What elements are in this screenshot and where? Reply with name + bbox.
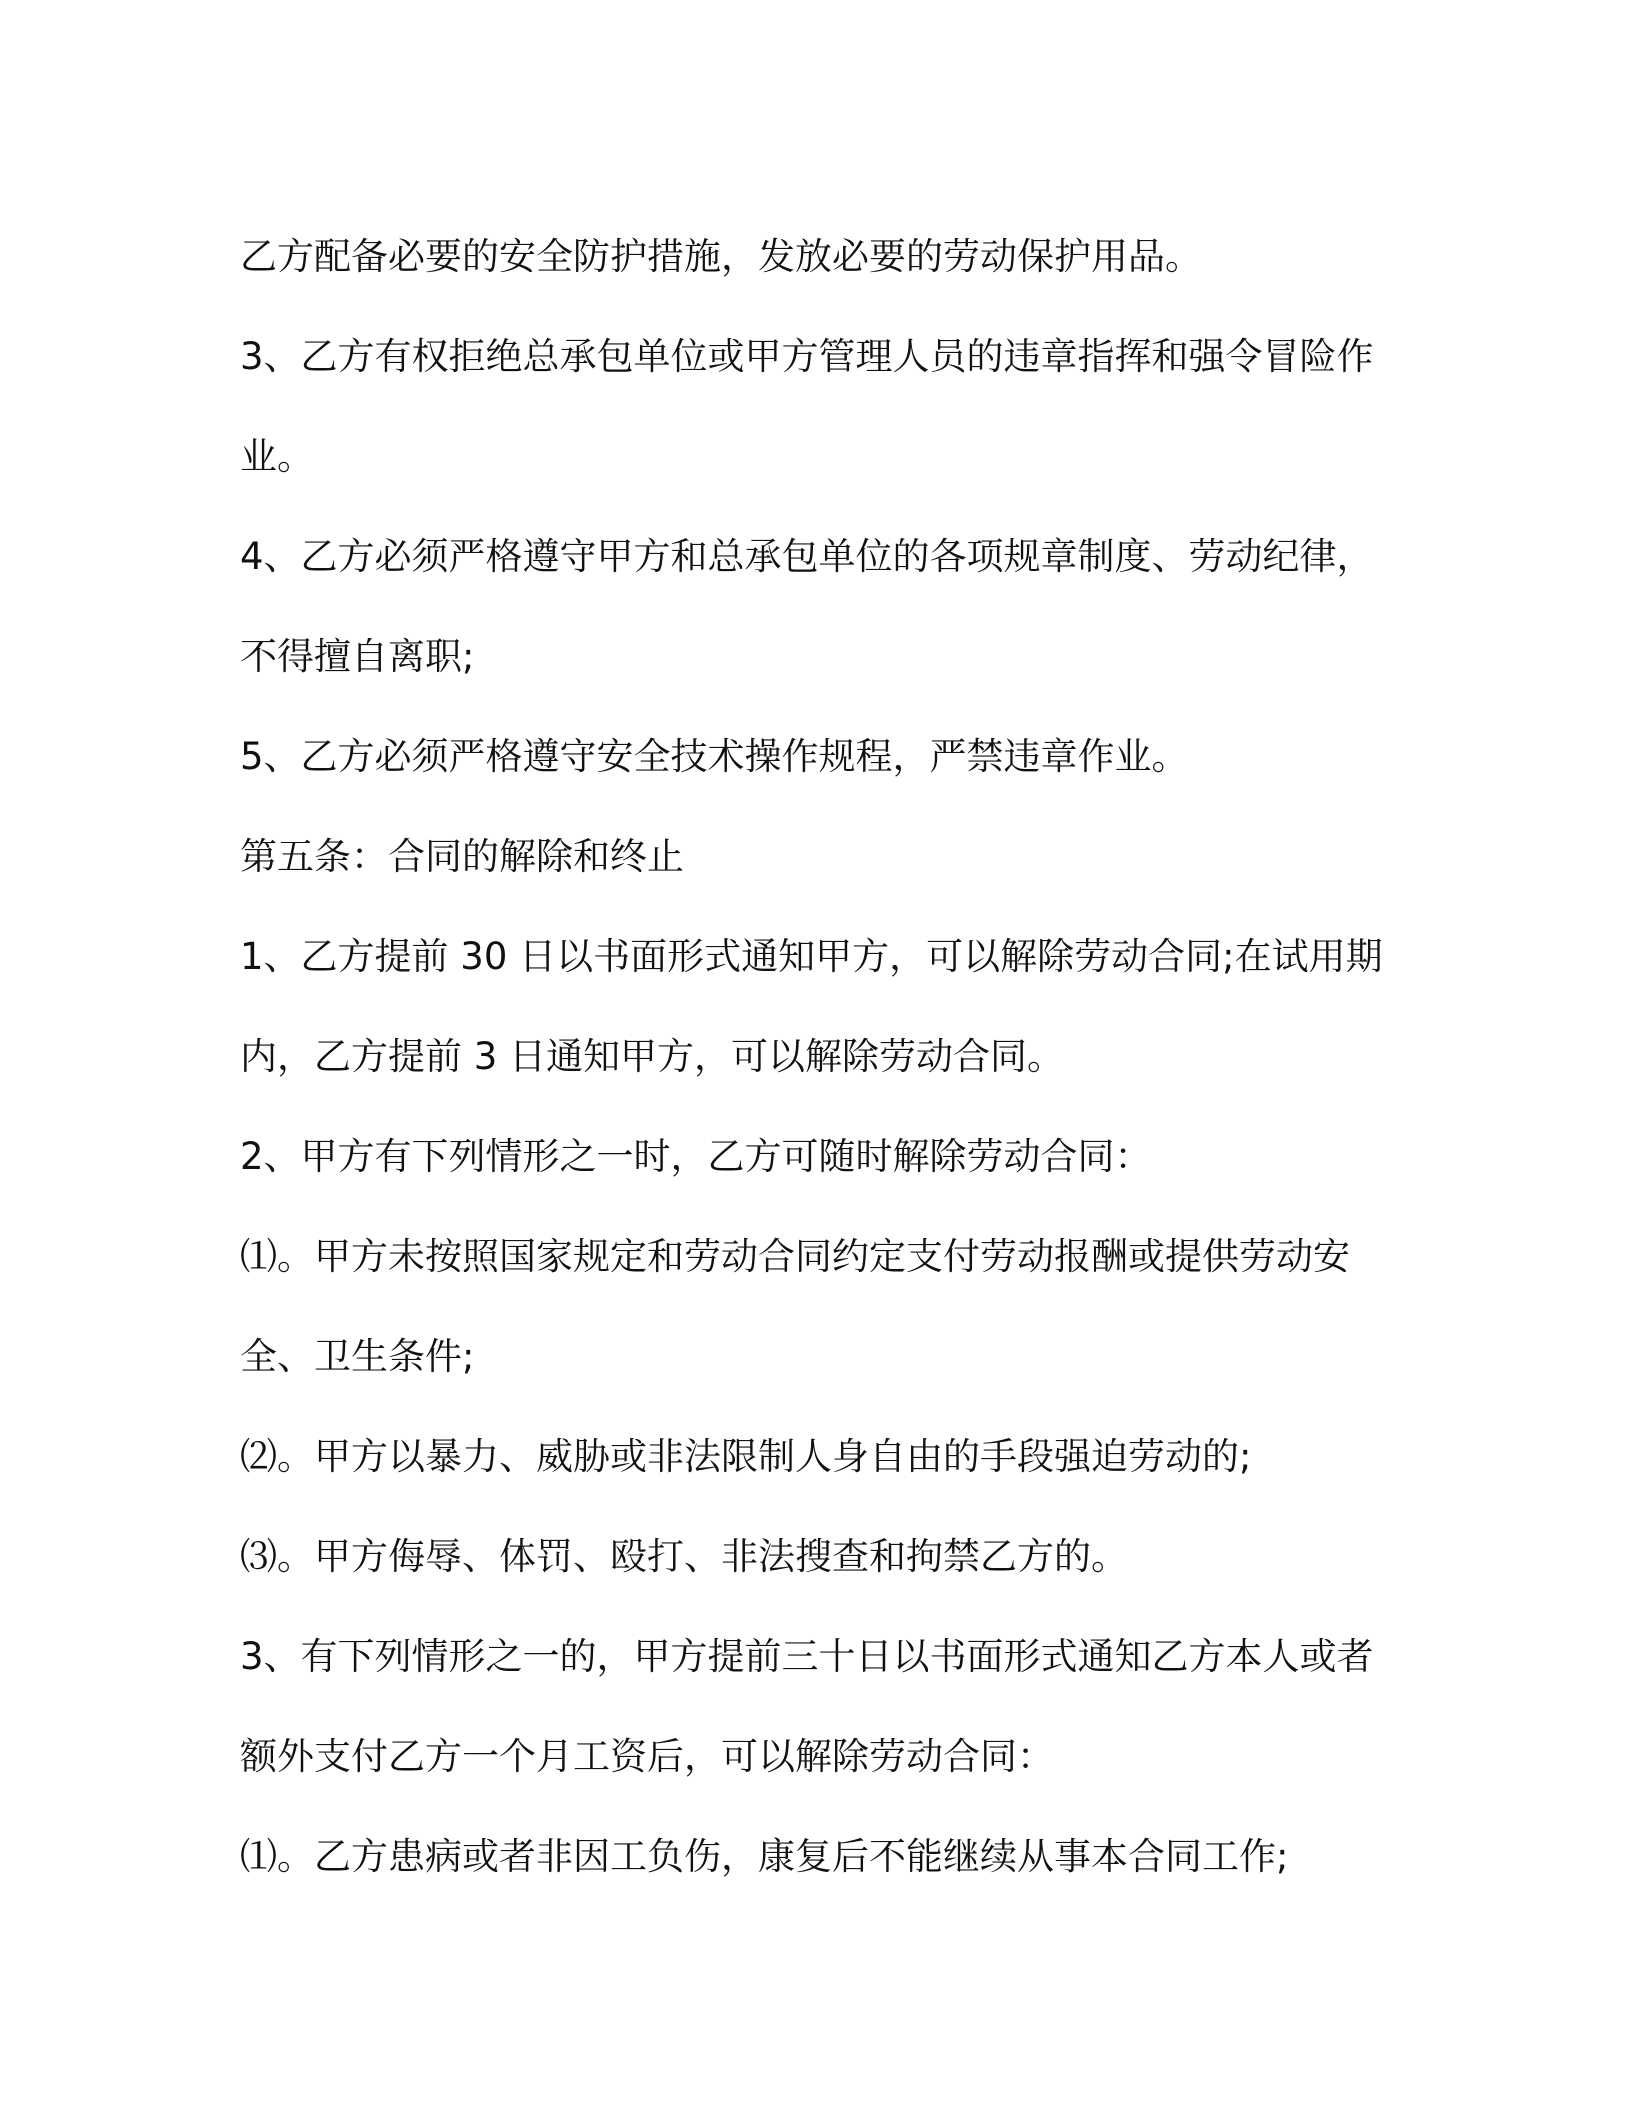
text-line-2: 3、乙方有权拒绝总承包单位或甲方管理人员的违章指挥和强令冒险作 [240,335,1374,378]
text-line-5: 不得擅自离职; [240,635,475,678]
text-line-6: 5、乙方必须严格遵守安全技术操作规程，严禁违章作业。 [240,735,1189,778]
text-line-15: 3、有下列情形之一的，甲方提前三十日以书面形式通知乙方本人或者 [240,1635,1374,1678]
text-line-4: 4、乙方必须严格遵守甲方和总承包单位的各项规章制度、劳动纪律， [240,535,1374,578]
text-line-16: 额外支付乙方一个月工资后，可以解除劳动合同： [240,1735,1054,1778]
text-line-13: ⑵。甲方以暴力、威胁或非法限制人身自由的手段强迫劳动的; [240,1435,1252,1478]
text-line-9: 内，乙方提前 3 日通知甲方，可以解除劳动合同。 [240,1035,1065,1078]
text-line-17: ⑴。乙方患病或者非因工负伤，康复后不能继续从事本合同工作; [240,1835,1289,1878]
text-line-1: 乙方配备必要的安全防护措施，发放必要的劳动保护用品。 [240,235,1202,278]
section-heading: 第五条：合同的解除和终止 [240,835,684,878]
text-line-3: 业。 [240,435,314,478]
text-line-10: 2、甲方有下列情形之一时，乙方可随时解除劳动合同： [240,1135,1152,1178]
text-line-8: 1、乙方提前 30 日以书面形式通知甲方，可以解除劳动合同;在试用期 [240,935,1383,978]
text-line-14: ⑶。甲方侮辱、体罚、殴打、非法搜查和拘禁乙方的。 [240,1535,1128,1578]
text-line-12: 全、卫生条件; [240,1335,475,1378]
text-line-11: ⑴。甲方未按照国家规定和劳动合同约定支付劳动报酬或提供劳动安 [240,1235,1350,1278]
